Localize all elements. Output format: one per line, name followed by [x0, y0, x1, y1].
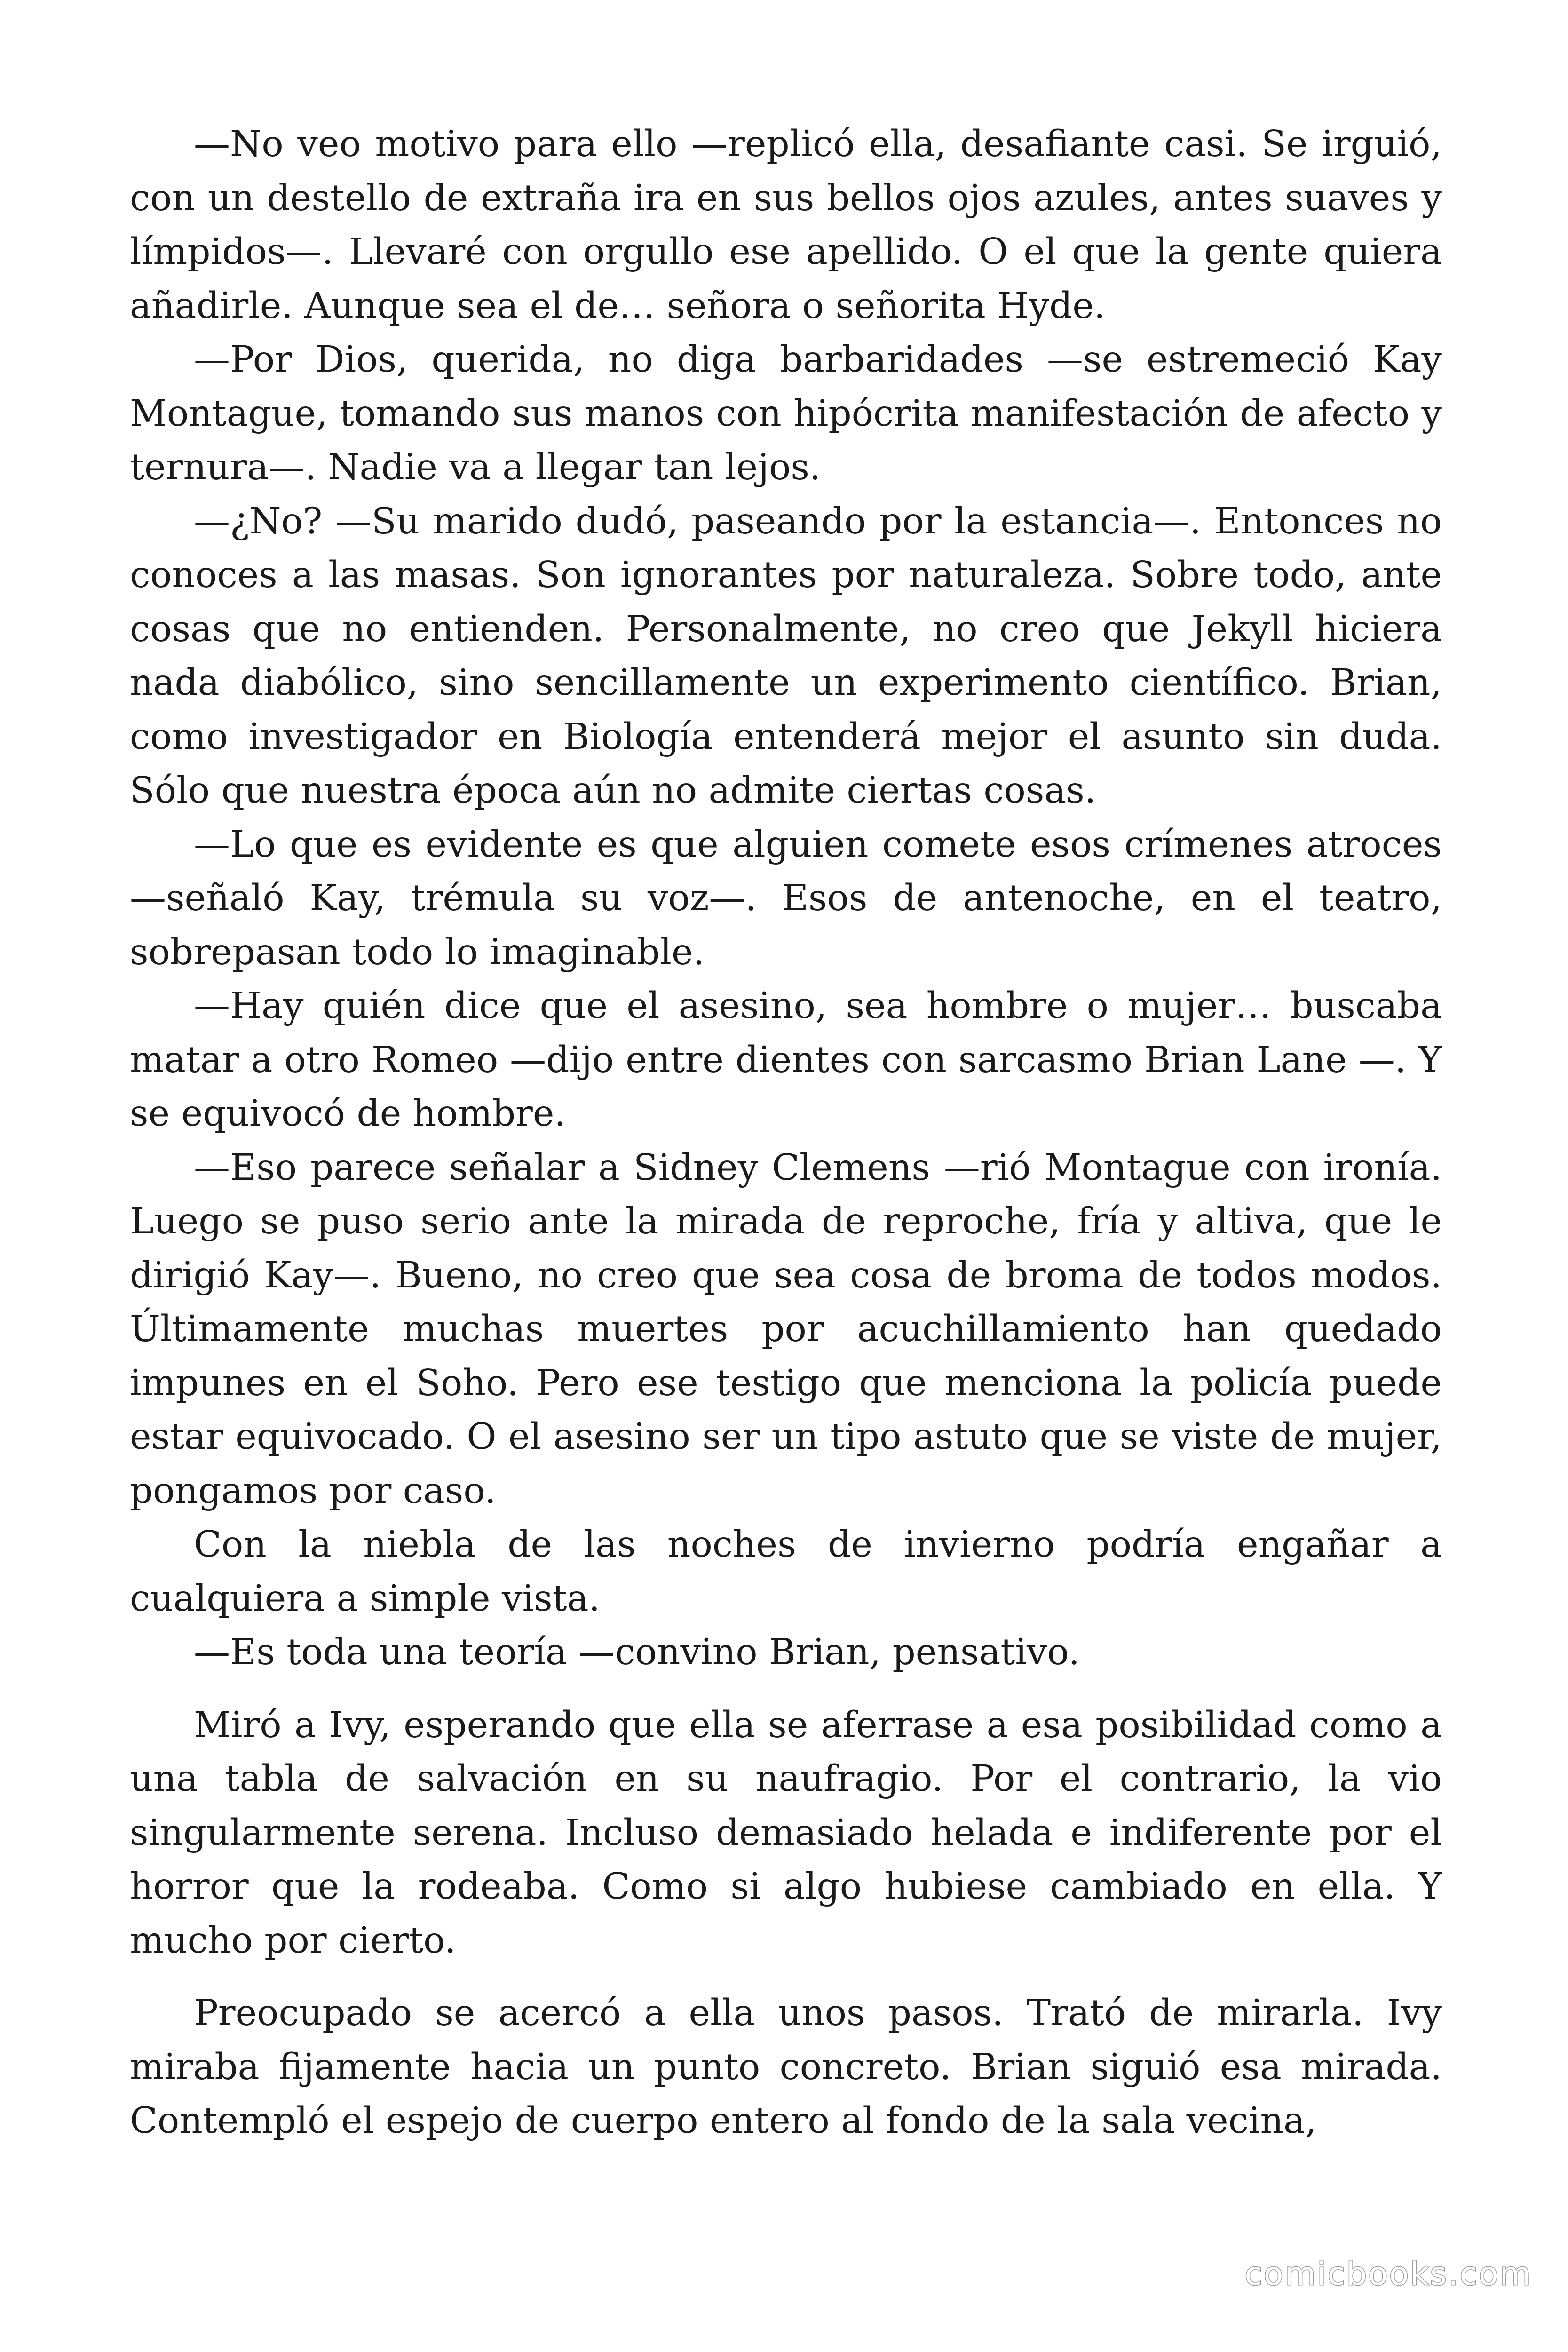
- paragraph-10: Preocupado se acercó a ella unos pasos. Trató de mirarla. Ivy miraba fijamente hacia un punto concreto. Brian siguió esa mirada. Contempló el espejo de cuerpo entero al fondo de la sala vecina,: [130, 1992, 1442, 2142]
- paragraph-7: Con la niebla de las noches de invierno podría engañar a cualquiera a simple vista.: [130, 1524, 1442, 1620]
- paragraph-2: —Por Dios, querida, no diga barbaridades —se estremeció Kay Montague, tomando sus manos con hipócrita manifestación de afecto y ternura—. Nadie va a llegar tan lejos.: [130, 339, 1442, 488]
- paragraph-9: Miró a Ivy, esperando que ella se aferrase a esa posibilidad como a una tabla de salvación en su naufragio. Por el contrario, la vio singularmente serena. Incluso demasiado helada e indiferente por el horror que la rodeaba. Como si algo hubiese cambiado en ella. Y mucho por cierto.: [130, 1704, 1442, 1962]
- paragraph-8: —Es toda una teoría —convino Brian, pensativo.: [194, 1631, 1080, 1673]
- paragraph-6: —Eso parece señalar a Sidney Clemens —rió Montague con ironía. Luego se puso serio ante la mirada de reproche, fría y altiva, que le dirigió Kay—. Bueno, no creo que sea cosa de broma de todos modos. Últimamente muchas muertes por acuchillamiento han quedado impunes en el Soho. Pero ese testigo que menciona la policía puede estar equivocado. O el asesino ser un tipo astuto que se viste de mujer, pongamos por caso.: [130, 1146, 1442, 1512]
- watermark: comicbooks.com: [1244, 2256, 1532, 2293]
- paragraph-5: —Hay quién dice que el asesino, sea hombre o mujer… buscaba matar a otro Romeo —dijo entre dientes con sarcasmo Brian Lane —. Y se equivocó de hombre.: [130, 985, 1442, 1135]
- page-text: [130, 118, 1442, 2148]
- paragraph-1: —No veo motivo para ello —replicó ella, desafiante casi. Se irguió, con un destello de extraña ira en sus bellos ojos azules, antes suaves y límpidos—. Llevaré con orgullo ese apellido. O el que la gente quiera añadirle. Aunque sea el de… señora o señorita Hyde.: [130, 123, 1442, 327]
- paragraph-4: —Lo que es evidente es que alguien comete esos crímenes atroces —señaló Kay, trémula su voz—. Esos de antenoche, en el teatro, sobrepasan todo lo imaginable.: [130, 823, 1442, 973]
- paragraph-3: —¿No? —Su marido dudó, paseando por la estancia—. Entonces no conoces a las masas. Son ignorantes por naturaleza. Sobre todo, ante cosas que no entienden. Personalmente, no creo que Jekyll hiciera nada diabólico, sino sencillamente un experimento científico. Brian, como investigador en Biología entenderá mejor el asunto sin duda. Sólo que nuestra época aún no admite ciertas cosas.: [130, 500, 1442, 811]
